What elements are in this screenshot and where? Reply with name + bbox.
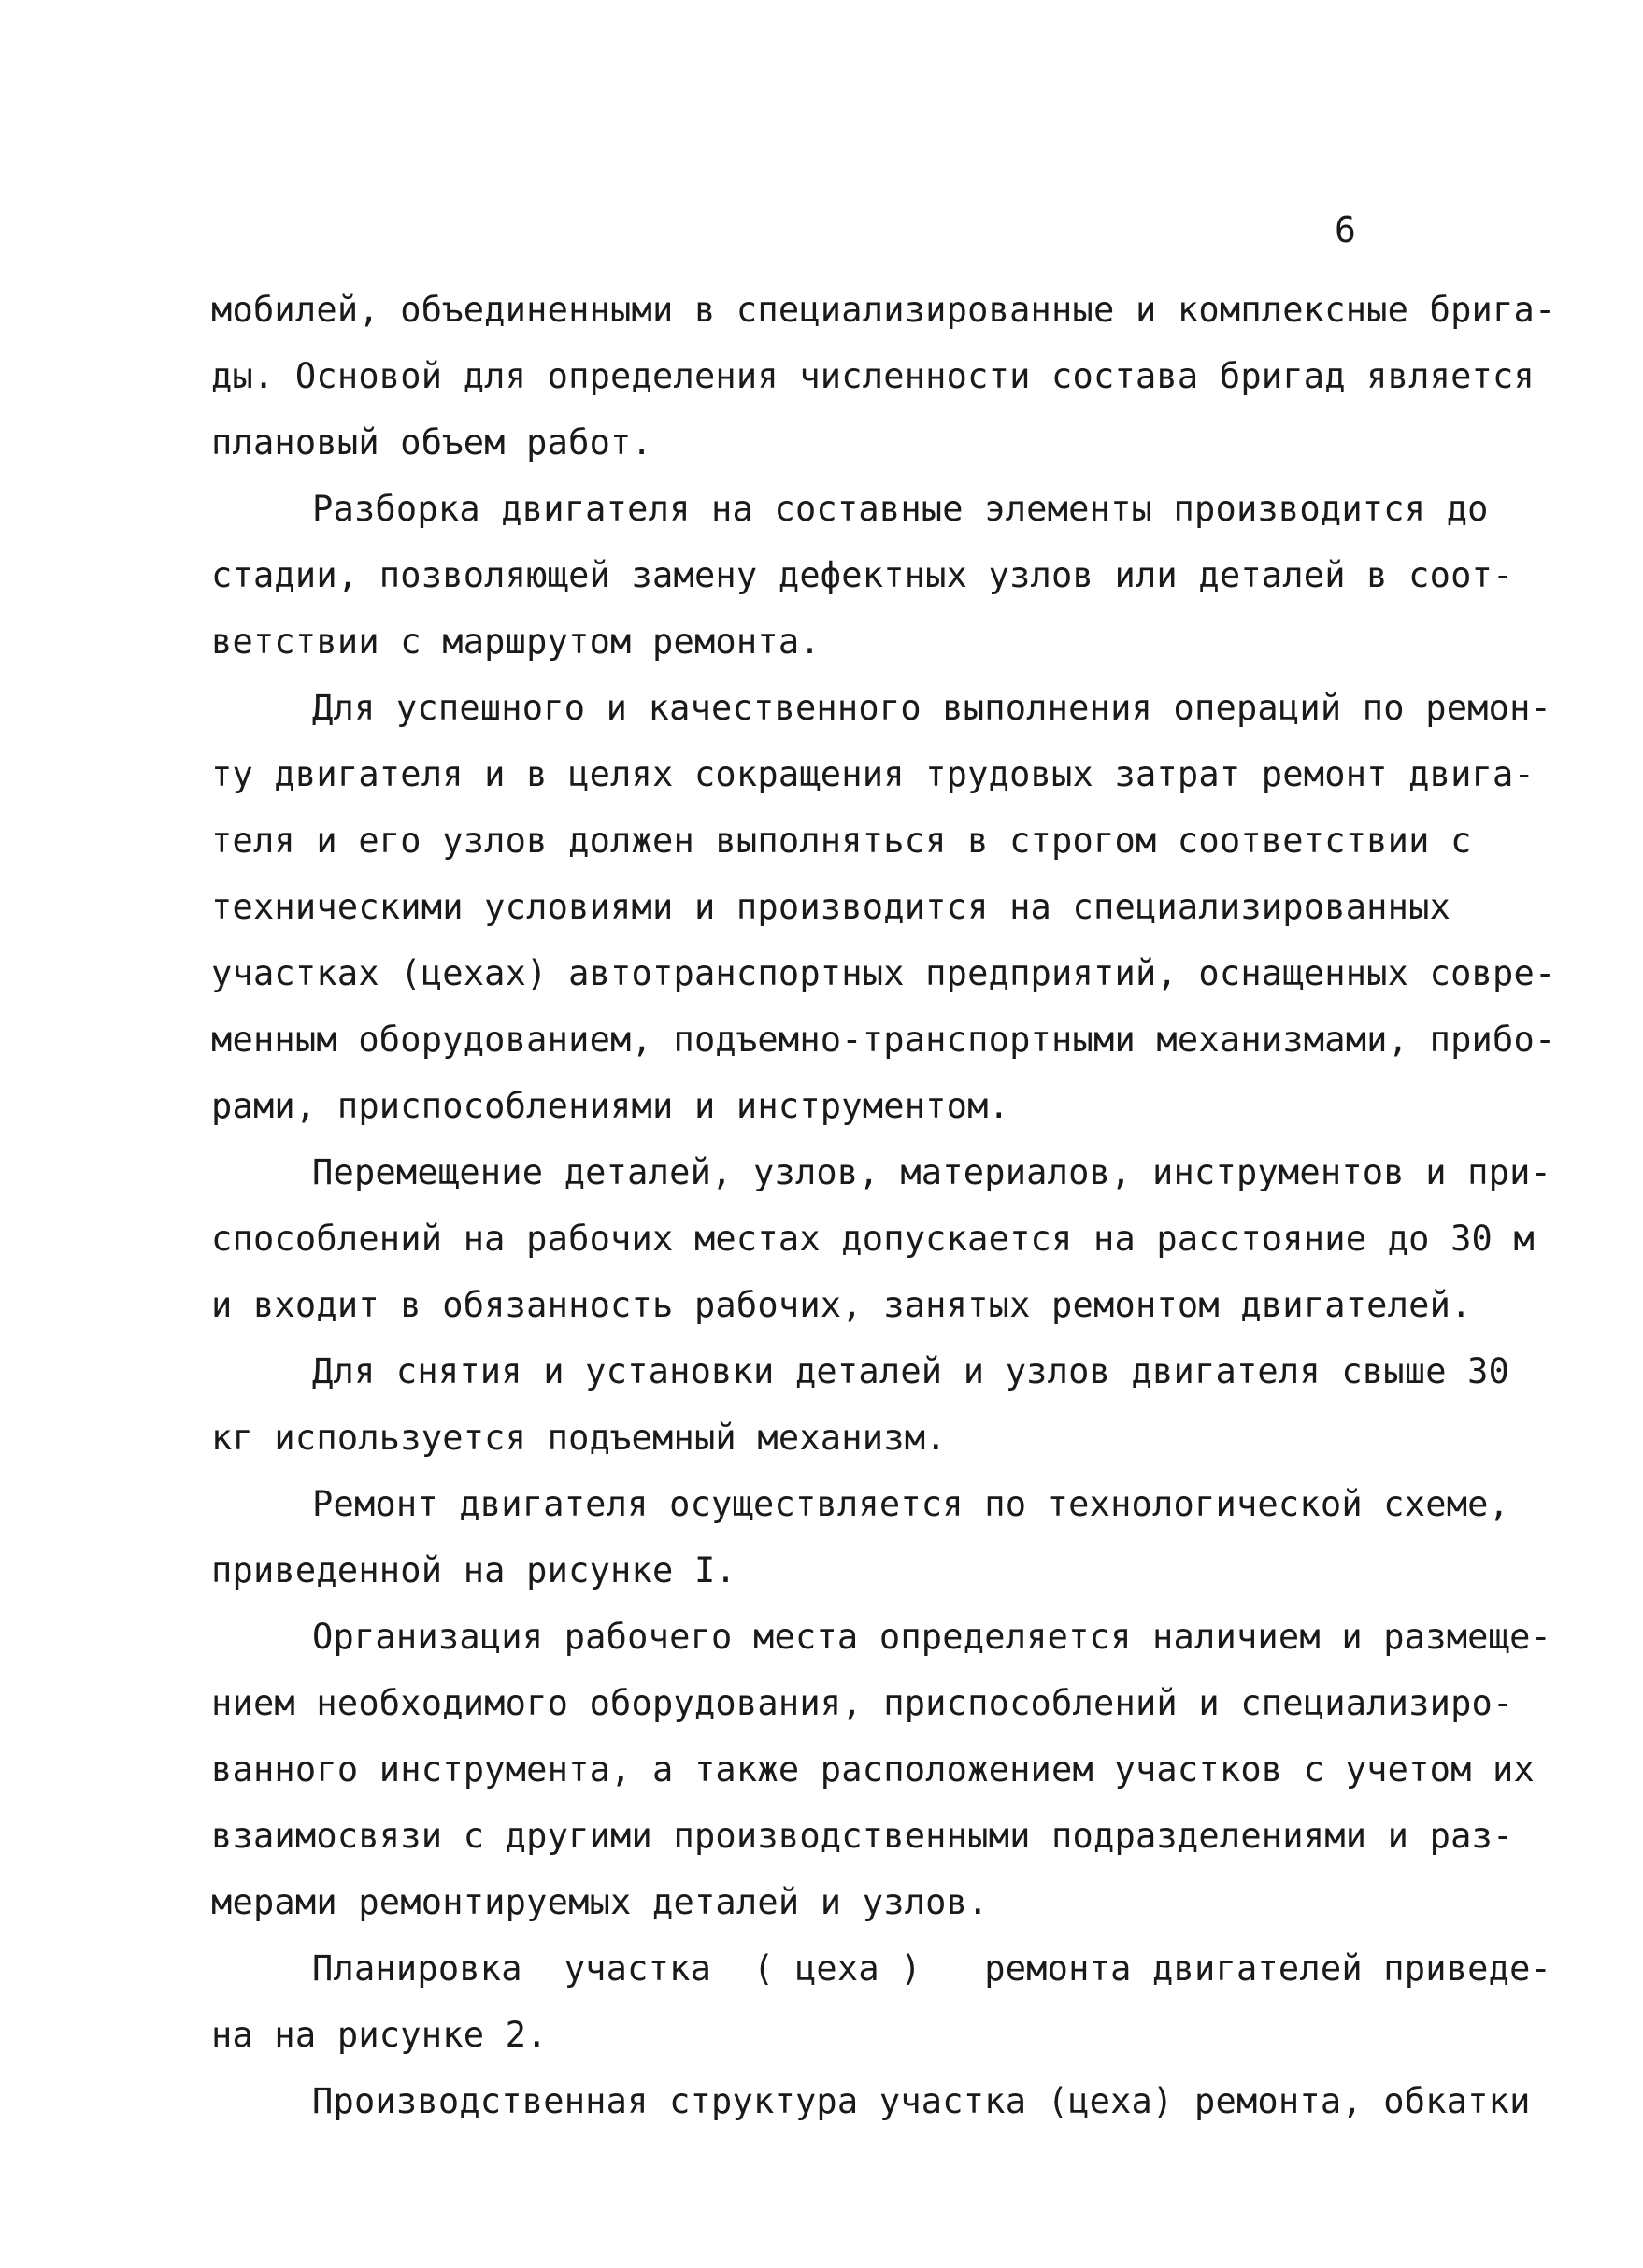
- paragraph-start-line: Перемещение деталей, узлов, материалов, инструментов и при-: [312, 1152, 1552, 1192]
- text-line: способлений на рабочих местах допускается на расстояние до 30 м: [211, 1219, 1535, 1259]
- paragraph-start-line: Разборка двигателя на составные элементы производится до: [312, 489, 1489, 529]
- text-line: и входит в обязанность рабочих, занятых ремонтом двигателей.: [211, 1285, 1472, 1325]
- page-number: 6: [1335, 209, 1356, 250]
- paragraph-start-line: Для снятия и установки деталей и узлов двигателя свыше 30: [312, 1351, 1510, 1391]
- text-line: техническими условиями и производится на специализированных: [211, 887, 1451, 927]
- paragraph-start-line: Для успешного и качественного выполнения операций по ремон-: [312, 688, 1552, 728]
- text-line: плановый объем работ.: [211, 422, 652, 463]
- text-line: взаимосвязи с другими производственными подразделениями и раз-: [211, 1816, 1514, 1856]
- body-text: [211, 277, 1556, 2134]
- text-line: ванного инструмента, а также расположением участков с учетом их: [211, 1749, 1535, 1790]
- paragraph-start-line: Ремонт двигателя осуществляется по технологической схеме,: [312, 1484, 1510, 1524]
- text-line: нием необходимого оборудования, приспособлений и специализиро-: [211, 1683, 1514, 1723]
- text-line: теля и его узлов должен выполняться в строгом соответствии с: [211, 820, 1472, 861]
- text-line: кг используется подъемный механизм.: [211, 1418, 947, 1458]
- paragraph-start-line: Планировка участка ( цеха ) ремонта двигателей приведе-: [312, 1948, 1552, 1989]
- text-line: ды. Основой для определения численности состава бригад является: [211, 356, 1535, 396]
- paragraph-start-line: Организация рабочего места определяется наличием и размеще-: [312, 1617, 1552, 1657]
- text-line: стадии, позволяющей замену дефектных узлов или деталей в соот-: [211, 555, 1514, 595]
- text-line: мобилей, объединенными в специализированные и комплексные брига-: [211, 290, 1556, 330]
- paragraph-start-line: Производственная структура участка (цеха) ремонта, обкатки: [312, 2081, 1531, 2121]
- text-line: менным оборудованием, подъемно-транспортными механизмами, прибо-: [211, 1020, 1556, 1060]
- text-line: ветствии с маршрутом ремонта.: [211, 621, 821, 662]
- text-line: на на рисунке 2.: [211, 2015, 548, 2055]
- text-line: рами, приспособлениями и инструментом.: [211, 1086, 1010, 1126]
- text-line: мерами ремонтируемых деталей и узлов.: [211, 1882, 989, 1922]
- text-line: участках (цехах) автотранспортных предприятий, оснащенных совре-: [211, 953, 1556, 993]
- text-line: приведенной на рисунке I.: [211, 1550, 736, 1590]
- text-line: ту двигателя и в целях сокращения трудовых затрат ремонт двига-: [211, 754, 1535, 794]
